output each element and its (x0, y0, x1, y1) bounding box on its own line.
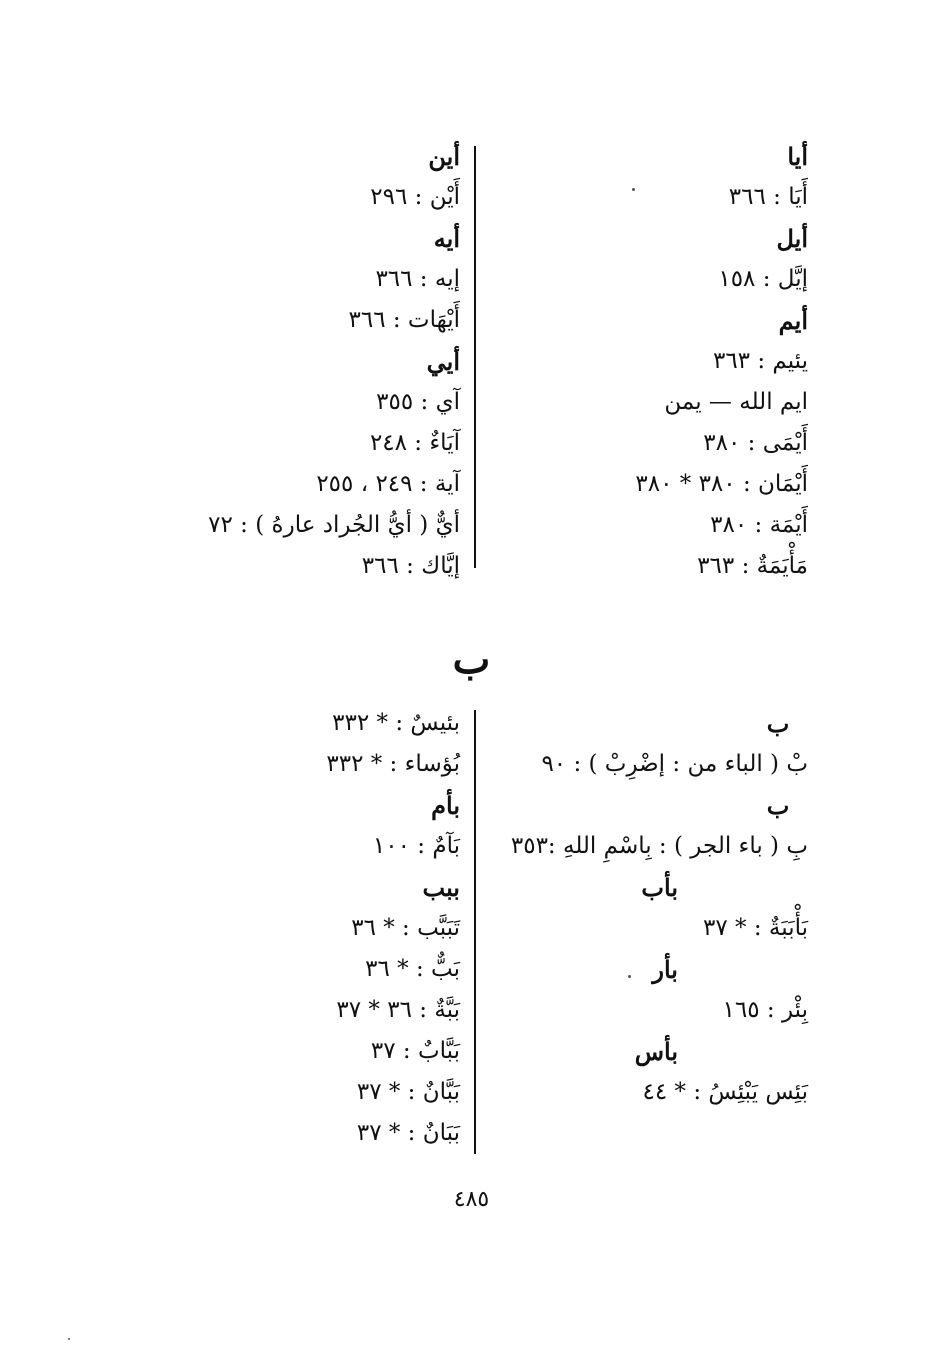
index-entry: يئيم : ٣٦٣ (712, 348, 808, 374)
index-entry: بُؤساء : * ٣٣٢ (326, 751, 460, 777)
index-entry: تَبَبَّب : * ٣٦ (351, 915, 460, 941)
top-right-column (468, 136, 808, 587)
index-entry: آيَاءٌ : ٢٤٨ (369, 430, 460, 456)
index-entry: أَيَا : ٣٦٦ (728, 184, 808, 210)
scan-speck (632, 188, 635, 191)
index-entry: بَئِس يَبْئِسُ : * ٤٤ (642, 1079, 808, 1105)
root-heading: بأم (431, 791, 460, 820)
root-heading: أيم (778, 306, 808, 335)
index-entry: أَيْمَى : ٣٨٠ (703, 430, 808, 456)
index-entry: بَبٌّ : * ٣٦ (365, 956, 460, 982)
root-heading: أيل (776, 224, 808, 253)
index-entry: بَآمٌ : ١٠٠ (372, 833, 460, 859)
root-heading: ب (766, 791, 790, 820)
index-entry: بَبَانٌ : * ٣٧ (356, 1120, 460, 1146)
index-entry: بْ ( الباء من : إضْرِبْ ) : ٩٠ (541, 751, 808, 777)
index-entry: أَيْهَات : ٣٦٦ (348, 307, 460, 333)
root-heading: ب (766, 709, 790, 738)
index-entry: إيَّاك : ٣٦٦ (361, 553, 460, 579)
index-entry: أيٌّ ( أيُّ الجُراد عارهُ ) : ٧٢ (208, 512, 460, 538)
index-entry: أَيْمَة : ٣٨٠ (710, 512, 808, 538)
index-entry: بَأْبَبَةٌ : * ٣٧ (703, 915, 808, 941)
index-entry: إيه : ٣٦٦ (375, 266, 460, 292)
index-entry: بَبَّانٌ : * ٣٧ (356, 1079, 460, 1105)
index-entry: مَأْيَمَةٌ : ٣٦٣ (697, 553, 808, 579)
root-heading: أيه (433, 224, 460, 253)
index-entry: أَيْمَان : ٣٨٠ * ٣٨٠ (635, 471, 808, 497)
root-heading: ببب (422, 873, 460, 902)
index-entry: آية : ٢٤٩ ، ٢٥٥ (316, 471, 460, 497)
root-heading: أيا (787, 142, 808, 171)
column-divider (474, 710, 476, 1154)
index-entry: بَبَّابٌ : ٣٧ (370, 1038, 460, 1064)
top-left-column (100, 136, 460, 587)
root-heading: بأس (634, 1037, 678, 1066)
column-divider (474, 146, 476, 568)
index-entry: بِ ( باء الجر ) : بِاسْمِ اللهِ :٣٥٣ (510, 833, 808, 859)
page-number: ٤٨٥ (453, 1187, 490, 1212)
root-heading: أيي (426, 347, 460, 376)
root-heading: بأر (652, 955, 678, 984)
index-entry: بِئْر : ١٦٥ (722, 997, 808, 1023)
index-entry: إيَّل : ١٥٨ (718, 266, 808, 292)
bottom-right-column (478, 703, 808, 1113)
scan-speck (68, 1338, 70, 1340)
index-entry: آي : ٣٥٥ (376, 389, 460, 415)
index-entry: بئيسٌ : * ٣٣٢ (332, 710, 460, 736)
index-entry: ايم الله — يمن (664, 389, 808, 415)
scan-speck (628, 975, 631, 978)
root-heading: بأب (641, 873, 678, 902)
root-heading: أين (428, 142, 460, 171)
index-entry: بَبَّةٌ : ٣٦ * ٣٧ (336, 997, 460, 1023)
section-letter-heading: ب (452, 636, 491, 683)
index-entry: أَيْن : ٢٩٦ (370, 184, 460, 210)
bottom-left-column (160, 703, 460, 1154)
